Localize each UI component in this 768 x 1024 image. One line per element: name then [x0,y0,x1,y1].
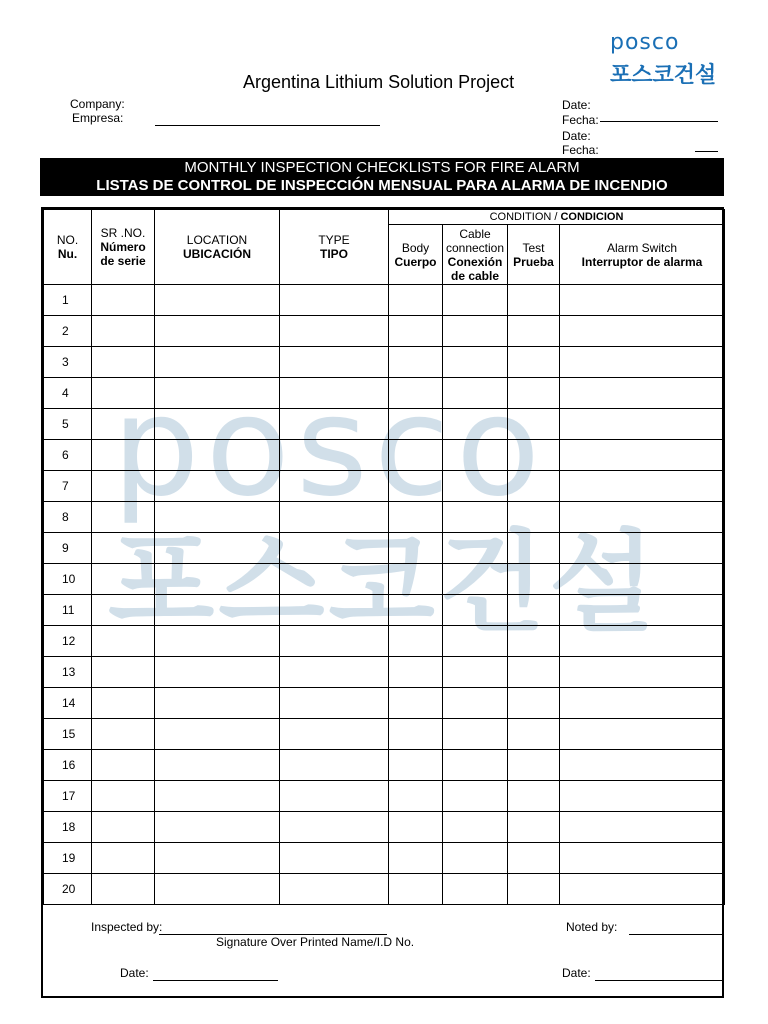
location-cell[interactable] [155,533,280,564]
col-header-location: LOCATION UBICACIÓN [155,210,280,285]
body-cell[interactable] [389,564,443,595]
table-row [44,440,725,471]
cable-connection-cell[interactable] [443,812,508,843]
location-cell[interactable] [155,564,280,595]
type-cell[interactable] [280,533,389,564]
body-cell[interactable] [389,378,443,409]
test-cell[interactable] [508,564,560,595]
type-cell[interactable] [280,378,389,409]
table-row [44,812,725,843]
table-row [44,285,725,316]
date-right-line[interactable] [595,980,723,981]
sr-no-cell[interactable] [92,440,155,471]
test-cell[interactable] [508,471,560,502]
test-cell[interactable] [508,874,560,905]
cable-connection-cell[interactable] [443,471,508,502]
row-number: 10 [44,564,92,595]
date-left-line[interactable] [153,980,278,981]
cable-connection-cell[interactable] [443,347,508,378]
sr-no-cell[interactable] [92,285,155,316]
test-cell[interactable] [508,688,560,719]
alarm-switch-cell[interactable] [560,533,725,564]
location-cell[interactable] [155,347,280,378]
sr-no-cell[interactable] [92,502,155,533]
table-row [44,564,725,595]
sr-no-cell[interactable] [92,719,155,750]
test-cell[interactable] [508,285,560,316]
alarm-switch-cell[interactable] [560,471,725,502]
watermark-korean: 포스코건설 [108,519,660,647]
type-cell[interactable] [280,440,389,471]
date-left-label: Date: [120,966,149,980]
table-row [44,316,725,347]
body-cell[interactable] [389,595,443,626]
body-cell[interactable] [389,874,443,905]
type-cell[interactable] [280,812,389,843]
row-number: 17 [44,781,92,812]
test-cell[interactable] [508,378,560,409]
body-cell[interactable] [389,409,443,440]
cable-connection-cell[interactable] [443,378,508,409]
type-cell[interactable] [280,874,389,905]
location-cell[interactable] [155,285,280,316]
table-row [44,750,725,781]
location-cell[interactable] [155,440,280,471]
body-cell[interactable] [389,502,443,533]
test-cell[interactable] [508,316,560,347]
type-cell[interactable] [280,471,389,502]
table-row [44,595,725,626]
type-cell[interactable] [280,595,389,626]
type-cell[interactable] [280,316,389,347]
empresa-label: Empresa: [72,111,124,125]
sr-no-cell[interactable] [92,471,155,502]
row-number: 5 [44,409,92,440]
table-row [44,719,725,750]
signature-footer [41,905,724,998]
banner-title-spanish: LISTAS DE CONTROL DE INSPECCIÓN MENSUAL PARA ALARMA DE INCENDIO [96,177,668,194]
table-row [44,471,725,502]
type-cell[interactable] [280,564,389,595]
alarm-switch-cell[interactable] [560,316,725,347]
sr-no-cell[interactable] [92,874,155,905]
test-cell[interactable] [508,347,560,378]
alarm-switch-cell[interactable] [560,502,725,533]
sr-no-cell[interactable] [92,843,155,874]
cable-connection-cell[interactable] [443,843,508,874]
table-row [44,874,725,905]
body-cell[interactable] [389,843,443,874]
test-cell[interactable] [508,409,560,440]
body-cell[interactable] [389,626,443,657]
location-cell[interactable] [155,688,280,719]
col-header-alarm-switch: Alarm Switch Interruptor de alarma [560,225,725,285]
location-cell[interactable] [155,502,280,533]
sr-no-cell[interactable] [92,657,155,688]
test-cell[interactable] [508,843,560,874]
cable-connection-cell[interactable] [443,409,508,440]
noted-by-label: Noted by: [566,920,618,934]
test-cell[interactable] [508,440,560,471]
alarm-switch-cell[interactable] [560,347,725,378]
type-cell[interactable] [280,285,389,316]
body-cell[interactable] [389,781,443,812]
table-row [44,533,725,564]
row-number: 2 [44,316,92,347]
alarm-switch-cell[interactable] [560,719,725,750]
signature-caption: Signature Over Printed Name/I.D No. [216,935,415,949]
row-number: 16 [44,750,92,781]
col-header-condition: CONDITION / CONDICION [389,210,725,225]
row-number: 15 [44,719,92,750]
body-cell[interactable] [389,688,443,719]
sr-no-cell[interactable] [92,409,155,440]
col-header-no: NO. Nu. [44,210,92,285]
type-cell[interactable] [280,502,389,533]
cable-connection-cell[interactable] [443,874,508,905]
watermark-posco: posco [112,366,547,527]
cable-connection-cell[interactable] [443,688,508,719]
body-cell[interactable] [389,471,443,502]
noted-by-line[interactable] [629,934,723,935]
body-cell[interactable] [389,533,443,564]
location-cell[interactable] [155,750,280,781]
body-cell[interactable] [389,812,443,843]
table-row [44,781,725,812]
row-number: 9 [44,533,92,564]
fecha-field-line-1[interactable] [600,121,718,122]
cable-connection-cell[interactable] [443,626,508,657]
test-cell[interactable] [508,626,560,657]
location-cell[interactable] [155,471,280,502]
table-row [44,657,725,688]
sr-no-cell[interactable] [92,316,155,347]
table-row [44,502,725,533]
row-number: 19 [44,843,92,874]
table-row [44,409,725,440]
sr-no-cell[interactable] [92,347,155,378]
col-header-cable-connection: Cable connection Conexión de cable [443,225,508,285]
location-cell[interactable] [155,595,280,626]
row-number: 1 [44,285,92,316]
location-cell[interactable] [155,874,280,905]
cable-connection-cell[interactable] [443,750,508,781]
sr-no-cell[interactable] [92,378,155,409]
location-cell[interactable] [155,812,280,843]
alarm-switch-cell[interactable] [560,285,725,316]
cable-connection-cell[interactable] [443,316,508,347]
location-cell[interactable] [155,719,280,750]
sr-no-cell[interactable] [92,750,155,781]
cable-connection-cell[interactable] [443,595,508,626]
location-cell[interactable] [155,843,280,874]
fecha-label-2: Fecha: [562,143,599,157]
title-banner [40,158,724,196]
row-number: 12 [44,626,92,657]
sr-no-cell[interactable] [92,595,155,626]
alarm-switch-cell[interactable] [560,440,725,471]
type-cell[interactable] [280,688,389,719]
project-title: Argentina Lithium Solution Project [243,72,515,92]
sr-no-cell[interactable] [92,781,155,812]
col-header-test: Test Prueba [508,225,560,285]
posco-logo-text: posco [610,30,680,55]
sr-no-cell[interactable] [92,688,155,719]
alarm-switch-cell[interactable] [560,843,725,874]
alarm-switch-cell[interactable] [560,688,725,719]
table-row [44,843,725,874]
company-field-line[interactable] [155,125,380,126]
table-row [44,626,725,657]
inspection-table [43,209,725,905]
alarm-switch-cell[interactable] [560,564,725,595]
body-cell[interactable] [389,657,443,688]
test-cell[interactable] [508,502,560,533]
alarm-switch-cell[interactable] [560,595,725,626]
cable-connection-cell[interactable] [443,781,508,812]
row-number: 6 [44,440,92,471]
row-number: 14 [44,688,92,719]
alarm-switch-cell[interactable] [560,626,725,657]
location-cell[interactable] [155,409,280,440]
row-number: 3 [44,347,92,378]
table-row [44,688,725,719]
location-cell[interactable] [155,657,280,688]
fecha-field-line-2[interactable] [695,151,718,152]
row-number: 11 [44,595,92,626]
test-cell[interactable] [508,812,560,843]
type-cell[interactable] [280,347,389,378]
location-cell[interactable] [155,626,280,657]
row-number: 7 [44,471,92,502]
sr-no-cell[interactable] [92,533,155,564]
inspected-by-label: Inspected by: [91,920,163,934]
row-number: 4 [44,378,92,409]
cable-connection-cell[interactable] [443,440,508,471]
type-cell[interactable] [280,409,389,440]
sr-no-cell[interactable] [92,812,155,843]
company-label: Company: [70,97,125,111]
alarm-switch-cell[interactable] [560,750,725,781]
location-cell[interactable] [155,781,280,812]
row-number: 13 [44,657,92,688]
test-cell[interactable] [508,533,560,564]
date-label-1: Date: [562,98,591,112]
cable-connection-cell[interactable] [443,502,508,533]
sr-no-cell[interactable] [92,626,155,657]
row-number: 8 [44,502,92,533]
type-cell[interactable] [280,843,389,874]
type-cell[interactable] [280,626,389,657]
alarm-switch-cell[interactable] [560,378,725,409]
cable-connection-cell[interactable] [443,285,508,316]
alarm-switch-cell[interactable] [560,874,725,905]
inspection-table-frame [41,207,724,998]
test-cell[interactable] [508,781,560,812]
fecha-label-1: Fecha: [562,113,599,127]
body-cell[interactable] [389,347,443,378]
type-cell[interactable] [280,750,389,781]
test-cell[interactable] [508,719,560,750]
body-cell[interactable] [389,316,443,347]
cable-connection-cell[interactable] [443,657,508,688]
sr-no-cell[interactable] [92,564,155,595]
type-cell[interactable] [280,657,389,688]
table-row [44,347,725,378]
test-cell[interactable] [508,750,560,781]
cable-connection-cell[interactable] [443,533,508,564]
cable-connection-cell[interactable] [443,719,508,750]
date-label-2: Date: [562,129,591,143]
body-cell[interactable] [389,750,443,781]
date-right-label: Date: [562,966,591,980]
col-header-type: TYPE TIPO [280,210,389,285]
location-cell[interactable] [155,316,280,347]
banner-title-english: MONTHLY INSPECTION CHECKLISTS FOR FIRE ALARM [184,159,580,176]
body-cell[interactable] [389,719,443,750]
alarm-switch-cell[interactable] [560,409,725,440]
col-header-body: Body Cuerpo [389,225,443,285]
row-number: 20 [44,874,92,905]
cable-connection-cell[interactable] [443,564,508,595]
alarm-switch-cell[interactable] [560,812,725,843]
alarm-switch-cell[interactable] [560,781,725,812]
row-number: 18 [44,812,92,843]
table-row [44,378,725,409]
alarm-switch-cell[interactable] [560,657,725,688]
type-cell[interactable] [280,781,389,812]
type-cell[interactable] [280,719,389,750]
posco-logo-korean: 포스코건설 [610,63,717,88]
body-cell[interactable] [389,285,443,316]
location-cell[interactable] [155,378,280,409]
body-cell[interactable] [389,440,443,471]
test-cell[interactable] [508,657,560,688]
test-cell[interactable] [508,595,560,626]
col-header-sr-no: SR .NO. Número de serie [92,210,155,285]
